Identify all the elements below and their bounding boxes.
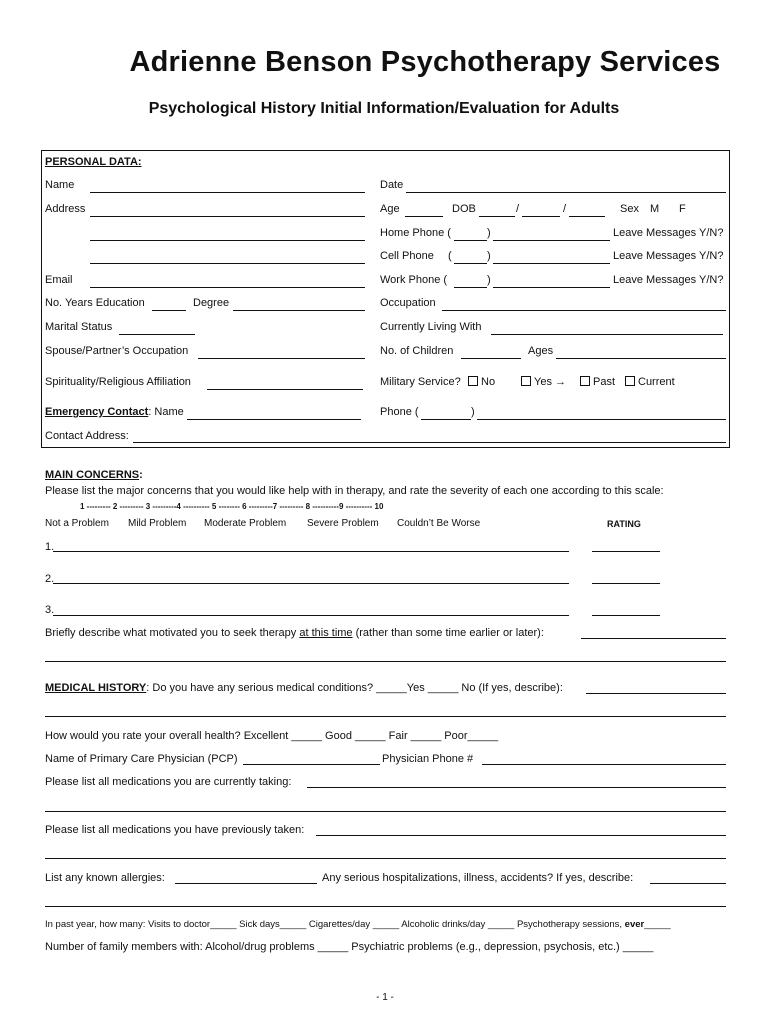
num-children-label: No. of Children	[380, 345, 454, 357]
past-year-counts: In past year, how many: Visits to doctor_____ Sick days_____ Cigarettes/day _____ Alcoholic drinks/day _____ Psychotherapy sessions, ever_____	[45, 919, 671, 930]
cell-phone-area-field[interactable]	[454, 263, 487, 264]
motivation-field[interactable]	[581, 638, 726, 639]
marital-status-label: Marital Status	[45, 321, 113, 333]
current-meds-field[interactable]	[307, 787, 726, 788]
ages-label: Ages	[528, 345, 554, 357]
dob-separator: /	[563, 203, 567, 215]
occupation-label: Occupation	[380, 297, 436, 309]
sex-label: Sex	[620, 203, 639, 215]
living-with-field[interactable]	[491, 334, 723, 335]
cell-phone-label: Cell Phone	[380, 250, 434, 262]
degree-field[interactable]	[233, 310, 365, 311]
concern-3-rating-field[interactable]	[592, 615, 660, 616]
military-current-option[interactable]: Current	[625, 376, 675, 388]
page-number: - 1 -	[376, 992, 394, 1003]
paren-close: )	[487, 227, 491, 239]
paren-close: )	[487, 250, 491, 262]
paren-close: )	[471, 406, 475, 418]
address-field[interactable]	[90, 216, 365, 217]
concerns-instructions: Please list the major concerns that you would like help with in therapy, and rate the severity of each one according to this scale:	[45, 485, 664, 497]
scale-label-3: Moderate Problem	[204, 518, 287, 529]
emergency-contact-label: Emergency Contact: Name	[45, 406, 184, 418]
home-phone-label: Home Phone (	[380, 227, 451, 239]
sex-option-m[interactable]: M	[650, 203, 660, 215]
emergency-phone-area-field[interactable]	[421, 419, 471, 420]
previous-meds-field[interactable]	[316, 835, 726, 836]
motivation-prompt: Briefly describe what motivated you to seek therapy at this time (rather than some time earlier or later):	[45, 627, 544, 639]
ages-field[interactable]	[556, 358, 726, 359]
military-service-label: Military Service?	[380, 376, 461, 388]
contact-address-label: Contact Address:	[45, 430, 129, 442]
scale-label-1: Not a Problem	[45, 518, 109, 529]
concern-1-field[interactable]	[53, 551, 569, 552]
dob-label: DOB	[452, 203, 476, 215]
physician-phone-label: Physician Phone #	[382, 753, 474, 765]
scale-label-2: Mild Problem	[128, 518, 187, 529]
concern-2-rating-field[interactable]	[592, 583, 660, 584]
num-children-field[interactable]	[461, 358, 521, 359]
hospitalizations-field-line-2[interactable]	[45, 906, 726, 907]
form-subtitle: Psychological History Initial Information/Evaluation for Adults	[148, 100, 620, 117]
spouse-occupation-label: Spouse/Partner’s Occupation	[45, 345, 189, 357]
spirituality-label: Spirituality/Religious Affiliation	[45, 376, 191, 388]
family-members-question: Number of family members with: Alcohol/drug problems _____ Psychiatric problems (e.g., depression, psychosis, etc.) _____	[45, 941, 654, 953]
home-phone-field[interactable]	[493, 240, 610, 241]
scale-label-5: Couldn’t Be Worse	[397, 518, 481, 529]
cell-phone-field[interactable]	[493, 263, 610, 264]
home-leave-messages[interactable]: Leave Messages Y/N?	[613, 227, 724, 239]
dob-month-field[interactable]	[479, 216, 515, 217]
contact-address-field[interactable]	[133, 442, 726, 443]
work-phone-field[interactable]	[493, 287, 610, 288]
address-line-2-field[interactable]	[90, 240, 365, 241]
concern-item-number: 1.	[45, 541, 55, 553]
marital-status-field[interactable]	[119, 334, 195, 335]
emergency-name-field[interactable]	[187, 419, 361, 420]
email-label: Email	[45, 274, 73, 286]
motivation-field-line-2[interactable]	[45, 661, 726, 662]
physician-phone-field[interactable]	[482, 764, 726, 765]
current-meds-field-line-2[interactable]	[45, 811, 726, 812]
address-line-3-field[interactable]	[90, 263, 365, 264]
address-label: Address	[45, 203, 86, 215]
paren-open: (	[448, 250, 452, 262]
allergies-field[interactable]	[175, 883, 317, 884]
work-phone-area-field[interactable]	[454, 287, 487, 288]
living-with-label: Currently Living With	[380, 321, 482, 333]
rating-label: RATING	[607, 519, 641, 529]
severity-scale: 1 --------- 2 --------- 3 ---------4 ---------- 5 -------- 6 ---------7 --------- 8 ----------9 ---------- 10	[80, 502, 384, 511]
previous-meds-label: Please list all medications you have previously taken:	[45, 824, 305, 836]
military-past-option[interactable]: Past	[580, 376, 615, 388]
concern-2-field[interactable]	[53, 583, 569, 584]
medical-conditions-field[interactable]	[586, 693, 726, 694]
medical-conditions-question: MEDICAL HISTORY: Do you have any serious medical conditions? _____Yes _____ No (If yes, describe):	[45, 682, 563, 694]
overall-health-question: How would you rate your overall health? Excellent _____ Good _____ Fair _____ Poor_____	[45, 730, 499, 742]
allergies-label: List any known allergies:	[45, 872, 165, 884]
scale-label-4: Severe Problem	[307, 518, 379, 529]
cell-leave-messages[interactable]: Leave Messages Y/N?	[613, 250, 724, 262]
date-label: Date	[380, 179, 404, 191]
military-yes-option[interactable]: Yes →	[521, 376, 566, 388]
form-title: Adrienne Benson Psychotherapy Services	[129, 46, 721, 78]
years-education-field[interactable]	[152, 310, 186, 311]
current-meds-label: Please list all medications you are currently taking:	[45, 776, 292, 788]
dob-separator: /	[516, 203, 520, 215]
checkbox-icon[interactable]	[625, 376, 635, 386]
occupation-field[interactable]	[442, 310, 726, 311]
hospitalizations-field[interactable]	[650, 883, 726, 884]
dob-year-field[interactable]	[569, 216, 605, 217]
checkbox-icon[interactable]	[521, 376, 531, 386]
emergency-phone-field[interactable]	[477, 419, 726, 420]
home-phone-area-field[interactable]	[454, 240, 487, 241]
sex-option-f[interactable]: F	[679, 203, 686, 215]
arrow-right-icon: →	[555, 376, 567, 388]
name-field[interactable]	[90, 192, 365, 193]
medical-conditions-field-line-2[interactable]	[45, 716, 726, 717]
pcp-field[interactable]	[243, 764, 380, 765]
concern-3-field[interactable]	[53, 615, 569, 616]
age-field[interactable]	[405, 216, 443, 217]
degree-label: Degree	[193, 297, 230, 309]
checkbox-icon[interactable]	[580, 376, 590, 386]
concern-1-rating-field[interactable]	[592, 551, 660, 552]
checkbox-icon[interactable]	[468, 376, 478, 386]
personal-data-heading: PERSONAL DATA:	[45, 156, 142, 168]
date-field[interactable]	[406, 192, 726, 193]
age-label: Age	[380, 203, 400, 215]
hospitalizations-label: Any serious hospitalizations, illness, accidents? If yes, describe:	[322, 872, 634, 884]
work-leave-messages[interactable]: Leave Messages Y/N?	[613, 274, 724, 286]
emergency-phone-label: Phone (	[380, 406, 419, 418]
military-no-option[interactable]: No	[468, 376, 495, 388]
concern-item-number: 3.	[45, 604, 55, 616]
pcp-label: Name of Primary Care Physician (PCP)	[45, 753, 238, 765]
name-label: Name	[45, 179, 75, 191]
spouse-occupation-field[interactable]	[198, 358, 365, 359]
main-concerns-heading: MAIN CONCERNS:	[45, 469, 143, 481]
dob-day-field[interactable]	[522, 216, 560, 217]
spirituality-field[interactable]	[207, 389, 363, 390]
email-field[interactable]	[90, 287, 365, 288]
years-education-label: No. Years Education	[45, 297, 145, 309]
previous-meds-field-line-2[interactable]	[45, 858, 726, 859]
paren-close: )	[487, 274, 491, 286]
concern-item-number: 2.	[45, 573, 55, 585]
work-phone-label: Work Phone (	[380, 274, 448, 286]
